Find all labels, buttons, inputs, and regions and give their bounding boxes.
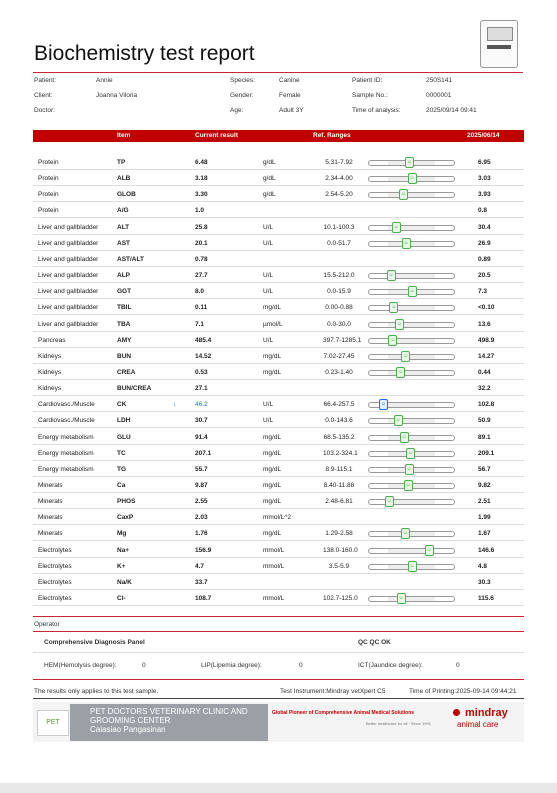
row-range: 102.7-125.0 (323, 595, 358, 603)
qc-divider (33, 652, 524, 653)
row-result: 3.30 (195, 191, 208, 199)
row-item: TC (117, 449, 126, 457)
result-marker-icon: ☺ (394, 415, 403, 426)
range-gauge (368, 176, 455, 182)
row-item: CaxP (117, 514, 134, 522)
ict-label: ICT(Jaundice degree): (358, 662, 423, 669)
gauge-normal-zone (388, 436, 436, 440)
client-label: Client: (34, 92, 53, 99)
row-range: 2.48-6.81 (325, 498, 353, 506)
analyzer-device-icon (480, 20, 518, 68)
row-group: Electrolytes (38, 595, 72, 603)
range-gauge (368, 435, 455, 441)
result-marker-icon: ☺ (379, 399, 388, 410)
result-marker-icon: ☺ (400, 432, 409, 443)
row-unit: g/dL (263, 191, 276, 199)
result-marker-icon: ☺ (397, 593, 406, 604)
row-group: Kidneys (38, 352, 62, 360)
row-range: 15.5-212.0 (323, 272, 355, 280)
range-gauge (368, 499, 455, 505)
range-gauge (368, 160, 455, 166)
row-unit: mmol/L^2 (263, 514, 291, 522)
row-group: Liver and gallbladder (38, 288, 99, 296)
row-previous: 0.8 (478, 207, 488, 215)
row-range: 8.9-115.1 (325, 465, 353, 473)
row-group: Minerals (38, 482, 63, 489)
col-ref: Ref. Ranges (313, 132, 351, 139)
row-unit: mg/dL (263, 433, 282, 441)
table-row (33, 267, 524, 283)
hem-value: 0 (142, 662, 146, 669)
row-item: GLOB (117, 191, 136, 199)
row-result: 1.0 (195, 207, 205, 215)
row-divider (33, 605, 524, 606)
species-value: Canine (279, 77, 300, 84)
row-group: Cardiovasc./Muscle (38, 417, 95, 425)
row-unit: U/L (263, 401, 274, 409)
table-row (33, 154, 524, 170)
row-item: ALT (117, 223, 130, 231)
row-group: Liver and gallbladder (38, 255, 99, 263)
row-unit: mmol/L (263, 562, 285, 570)
row-unit: g/dL (263, 159, 276, 166)
row-previous: 0.89 (478, 255, 491, 263)
row-previous: 2.51 (478, 498, 491, 506)
row-group: Protein (38, 207, 59, 215)
clinic-block (70, 704, 268, 741)
gauge-normal-zone (388, 532, 436, 536)
row-previous: 7.3 (478, 288, 488, 296)
row-range: 138.0-160.0 (323, 546, 358, 554)
row-group: Cardiovasc./Muscle (38, 401, 95, 409)
row-range: 0.23-1.40 (325, 368, 353, 376)
result-marker-icon: ☺ (402, 238, 411, 249)
row-range: 5.31-7.92 (325, 159, 353, 166)
row-result: 4.7 (195, 562, 205, 570)
row-result: 3.18 (195, 175, 208, 183)
row-unit: mg/dL (263, 368, 282, 376)
page-title: Biochemistry test report (34, 42, 255, 65)
table-row (33, 509, 524, 525)
row-range: 10.1-100.3 (323, 223, 355, 231)
slogan: Global Pioneer of Comprehensive Animal Medical Solutions (272, 710, 415, 716)
row-group: Liver and gallbladder (38, 272, 99, 280)
row-previous: 20.5 (478, 272, 491, 280)
row-result: 207.1 (195, 449, 212, 457)
table-header (33, 130, 524, 142)
row-range: 2.34-4.00 (325, 175, 353, 183)
table-row (33, 574, 524, 590)
gender-value: Female (279, 92, 301, 99)
client-value: Joanna Viloria (96, 92, 138, 99)
row-result: 27.1 (195, 385, 208, 393)
row-group: Protein (38, 159, 59, 166)
table-row (33, 445, 524, 461)
gauge-normal-zone (388, 242, 436, 246)
row-previous: 56.7 (478, 465, 491, 473)
row-range: 0.0-30.0 (327, 320, 351, 328)
table-row (33, 283, 524, 299)
operator-bottom-divider (33, 679, 524, 680)
panel-divider (33, 631, 524, 632)
lip-value: 0 (299, 662, 303, 669)
row-unit: mmol/L (263, 595, 285, 603)
table-row (33, 316, 524, 332)
row-group: Liver and gallbladder (38, 320, 99, 328)
row-unit: U/L (263, 223, 274, 231)
table-row (33, 525, 524, 541)
result-marker-icon: ☺ (408, 286, 417, 297)
row-unit: U/L (263, 288, 274, 296)
table-row (33, 219, 524, 235)
row-previous: 146.6 (478, 546, 495, 554)
row-group: Kidneys (38, 368, 62, 376)
row-previous: 209.1 (478, 449, 495, 457)
table-row (33, 461, 524, 477)
result-marker-icon: ☺ (387, 270, 396, 281)
col-current: Current result (195, 132, 238, 139)
result-marker-icon: ☺ (389, 302, 398, 313)
row-range: 0.0-51.7 (327, 239, 351, 247)
row-result: 91.4 (195, 433, 208, 441)
age-label: Age: (230, 107, 244, 114)
row-item: AST (117, 239, 130, 247)
clinic-logo (37, 710, 69, 736)
range-gauge (368, 241, 455, 247)
row-previous: <0.10 (478, 304, 495, 312)
row-result: 9.87 (195, 482, 208, 489)
row-result: 0.11 (195, 304, 208, 312)
row-group: Protein (38, 175, 59, 183)
row-group: Energy metabolism (38, 465, 94, 473)
row-result: 485.4 (195, 336, 212, 344)
row-item: LDH (117, 417, 131, 425)
row-group: Electrolytes (38, 562, 72, 570)
row-unit: mg/dL (263, 465, 282, 473)
result-marker-icon: ☺ (408, 561, 417, 572)
row-unit: mg/dL (263, 530, 282, 538)
row-unit: mg/dL (263, 304, 282, 312)
qc-status: QC QC OK (358, 639, 391, 646)
row-result: 0.53 (195, 368, 208, 376)
row-result: 27.7 (195, 272, 208, 280)
row-previous: 3.03 (478, 175, 491, 183)
range-gauge (368, 192, 455, 198)
row-result: 55.7 (195, 465, 208, 473)
row-item: ALP (117, 272, 130, 280)
footer-divider (33, 698, 524, 699)
row-group: Minerals (38, 530, 63, 538)
row-group: Energy metabolism (38, 433, 94, 441)
row-previous: 102.8 (478, 401, 495, 409)
row-result: 0.78 (195, 255, 208, 263)
row-group: Electrolytes (38, 578, 72, 586)
row-unit: mg/dL (263, 482, 282, 489)
row-item: Cl- (117, 595, 126, 603)
row-group: Pancreas (38, 336, 66, 344)
row-item: Na+ (117, 546, 130, 554)
row-item: GGT (117, 288, 132, 296)
row-item: GLU (117, 433, 131, 441)
row-result: 156.9 (195, 546, 212, 554)
operator-divider (33, 616, 524, 617)
row-item: TBA (117, 320, 131, 328)
sample-no-label: Sample No.: (352, 92, 388, 99)
row-previous: 89.1 (478, 433, 491, 441)
device-slot (487, 45, 511, 49)
clinic-location: Calasiao Pangasinan (90, 725, 166, 734)
row-item: ALB (117, 175, 131, 183)
table-row (33, 380, 524, 396)
row-group: Liver and gallbladder (38, 223, 99, 231)
row-previous: 498.9 (478, 336, 495, 344)
row-range: 8.40-11.88 (323, 482, 355, 489)
disclaimer: The results only applies to this test sample. (34, 688, 159, 695)
table-row (33, 202, 524, 218)
range-gauge (368, 225, 455, 231)
row-result: 25.8 (195, 223, 208, 231)
row-previous: 26.9 (478, 239, 491, 247)
row-unit: mg/dL (263, 352, 282, 360)
range-gauge (368, 322, 455, 328)
row-item: TP (117, 159, 126, 166)
header-divider (33, 72, 523, 73)
range-gauge (368, 418, 455, 424)
row-unit: U/L (263, 272, 274, 280)
row-range: 103.2-324.1 (323, 449, 358, 457)
result-marker-icon: ☺ (396, 367, 405, 378)
row-previous: 1.67 (478, 530, 491, 538)
row-unit: U/L (263, 239, 274, 247)
lip-label: LIP(Lipemia degree): (201, 662, 262, 669)
row-previous: 9.82 (478, 482, 491, 489)
table-row (33, 558, 524, 574)
result-marker-icon: ☺ (425, 545, 434, 556)
row-range: 66.4-257.5 (323, 401, 355, 409)
clinic-name: PET DOCTORS VETERINARY CLINIC AND GROOMING CENTER (90, 707, 248, 725)
row-result: 6.48 (195, 159, 208, 166)
result-marker-icon: ☺ (401, 351, 410, 362)
gender-label: Gender: (230, 92, 254, 99)
table-row (33, 348, 524, 364)
time-value: 2025/09/14 09:41 (426, 107, 477, 114)
result-marker-icon: ☺ (399, 189, 408, 200)
table-row (33, 235, 524, 251)
result-marker-icon: ☺ (408, 173, 417, 184)
patient-id-label: Patient ID: (352, 77, 383, 84)
gauge-normal-zone (388, 355, 436, 359)
row-item: Na/K (117, 578, 132, 586)
row-item: BUN/CREA (117, 385, 152, 393)
row-unit: mmol/L (263, 546, 285, 554)
row-item: AMY (117, 336, 132, 344)
row-range: 0.0-15.9 (327, 288, 351, 296)
mindray-logo-icon (453, 709, 460, 716)
range-gauge (368, 564, 455, 570)
panel-name: Comprehensive Diagnosis Panel (44, 639, 145, 646)
result-marker-icon: ☺ (395, 319, 404, 330)
page-bottom-strip (0, 783, 557, 793)
row-result: 1.76 (195, 530, 208, 538)
row-result: 8.0 (195, 288, 205, 296)
row-result: 14.52 (195, 352, 212, 360)
row-item: A/G (117, 207, 129, 215)
row-range: 68.5-135.2 (323, 433, 355, 441)
operator-label: Operator (34, 621, 60, 628)
range-gauge (368, 289, 455, 295)
row-group: Liver and gallbladder (38, 239, 99, 247)
row-range: 3.5-5.9 (328, 562, 350, 570)
sample-no-value: 0000001 (426, 92, 452, 99)
range-gauge (368, 467, 455, 473)
row-range: 0.00-0.88 (325, 304, 353, 312)
table-row (33, 251, 524, 267)
row-range: 1.29-2.58 (325, 530, 353, 538)
table-row (33, 170, 524, 186)
row-previous: 4.8 (478, 562, 488, 570)
gauge-normal-zone (388, 371, 436, 375)
row-group: Protein (38, 191, 59, 199)
row-group: Kidneys (38, 385, 62, 393)
row-previous: 30.4 (478, 223, 491, 231)
row-group: Liver and gallbladder (38, 304, 99, 312)
row-item: TG (117, 465, 127, 473)
low-flag-icon: ↓ (173, 401, 177, 409)
result-marker-icon: ☺ (388, 335, 397, 346)
row-group: Minerals (38, 498, 63, 506)
result-marker-icon: ☺ (392, 222, 401, 233)
row-item: PHOS (117, 498, 136, 506)
slogan-secondary: Better healthcare for all · Since 1991 (366, 721, 431, 726)
result-marker-icon: ☺ (401, 528, 410, 539)
range-gauge (368, 305, 455, 311)
time-label: Time of analysis: (352, 107, 401, 114)
row-unit: g/dL (263, 175, 276, 183)
result-marker-icon: ☺ (385, 496, 394, 507)
row-previous: 32.2 (478, 385, 491, 393)
table-row (33, 477, 524, 493)
range-gauge (368, 451, 455, 457)
row-unit: mg/dL (263, 498, 282, 506)
row-group: Energy metabolism (38, 449, 94, 457)
patient-label: Patient: (34, 77, 57, 84)
result-marker-icon: ☺ (404, 480, 413, 491)
printing-time: Time of Printing:2025-09-14 09:44:21 (409, 688, 517, 695)
table-row (33, 429, 524, 445)
range-gauge (368, 354, 455, 360)
row-item: AST/ALT (117, 255, 144, 263)
row-range: 7.02-27.45 (323, 352, 355, 360)
row-result: 30.7 (195, 417, 208, 425)
row-range: 397.7-1285.1 (323, 336, 362, 344)
table-row (33, 299, 524, 315)
row-unit: mg/dL (263, 449, 282, 457)
row-result: 7.1 (195, 320, 205, 328)
range-gauge (368, 370, 455, 376)
row-result: 46.2 (195, 401, 208, 409)
row-item: BUN (117, 352, 132, 360)
row-group: Minerals (38, 514, 63, 522)
range-gauge (368, 531, 455, 537)
row-unit: µmol/L (263, 320, 283, 328)
range-gauge (368, 273, 455, 279)
row-group: Electrolytes (38, 546, 72, 554)
brand-name: mindray (465, 707, 508, 719)
gauge-normal-zone (388, 500, 436, 504)
row-previous: 0.44 (478, 368, 491, 376)
result-marker-icon: ☺ (405, 464, 414, 475)
species-label: Species: (230, 77, 255, 84)
ict-value: 0 (456, 662, 460, 669)
row-result: 108.7 (195, 595, 212, 603)
gauge-normal-zone (388, 193, 436, 197)
row-unit: U/L (263, 336, 274, 344)
row-previous: 1.99 (478, 514, 491, 522)
col-item: Item (117, 132, 131, 139)
gauge-normal-zone (388, 403, 436, 407)
clinic-logo-text: PET (46, 719, 60, 726)
row-item: K+ (117, 562, 126, 570)
hem-label: HEM(Hemolysis degree): (44, 662, 117, 669)
patient-value: Annie (96, 77, 113, 84)
row-previous: 13.6 (478, 320, 491, 328)
table-row (33, 364, 524, 380)
table-row (33, 412, 524, 428)
range-gauge (368, 596, 455, 602)
brand-subtitle: animal care (457, 720, 499, 729)
table-row (33, 396, 524, 412)
table-row (33, 542, 524, 558)
col-previous: 2025/06/14 (467, 132, 500, 139)
result-marker-icon: ☺ (406, 448, 415, 459)
row-previous: 14.27 (478, 352, 495, 360)
row-previous: 3.93 (478, 191, 491, 199)
age-value: Adult 3Y (279, 107, 304, 114)
row-item: TBIL (117, 304, 132, 312)
doctor-label: Doctor: (34, 107, 55, 114)
row-previous: 30.3 (478, 578, 491, 586)
row-result: 20.1 (195, 239, 208, 247)
row-item: CREA (117, 368, 136, 376)
row-previous: 6.95 (478, 159, 491, 166)
row-range: 2.54-5.20 (325, 191, 353, 199)
row-item: Mg (117, 530, 127, 538)
row-item: CK (117, 401, 127, 409)
test-instrument: Test Instrument:Mindray vetXpert C5 (280, 688, 386, 695)
table-row (33, 186, 524, 202)
gauge-normal-zone (388, 597, 436, 601)
row-result: 33.7 (195, 578, 208, 586)
table-row (33, 493, 524, 509)
row-unit: U/L (263, 417, 274, 425)
result-marker-icon: ☺ (405, 157, 414, 168)
table-row (33, 590, 524, 606)
range-gauge (368, 483, 455, 489)
row-range: 0.0-143.6 (325, 417, 353, 425)
row-result: 2.03 (195, 514, 208, 522)
row-previous: 115.6 (478, 595, 494, 603)
row-item: Ca (117, 482, 126, 489)
table-row (33, 332, 524, 348)
patient-id-value: 250S141 (426, 77, 453, 84)
range-gauge (368, 338, 455, 344)
device-screen (487, 27, 513, 41)
range-gauge (368, 548, 455, 554)
row-previous: 50.9 (478, 417, 491, 425)
row-result: 2.55 (195, 498, 208, 506)
range-gauge (368, 402, 455, 408)
